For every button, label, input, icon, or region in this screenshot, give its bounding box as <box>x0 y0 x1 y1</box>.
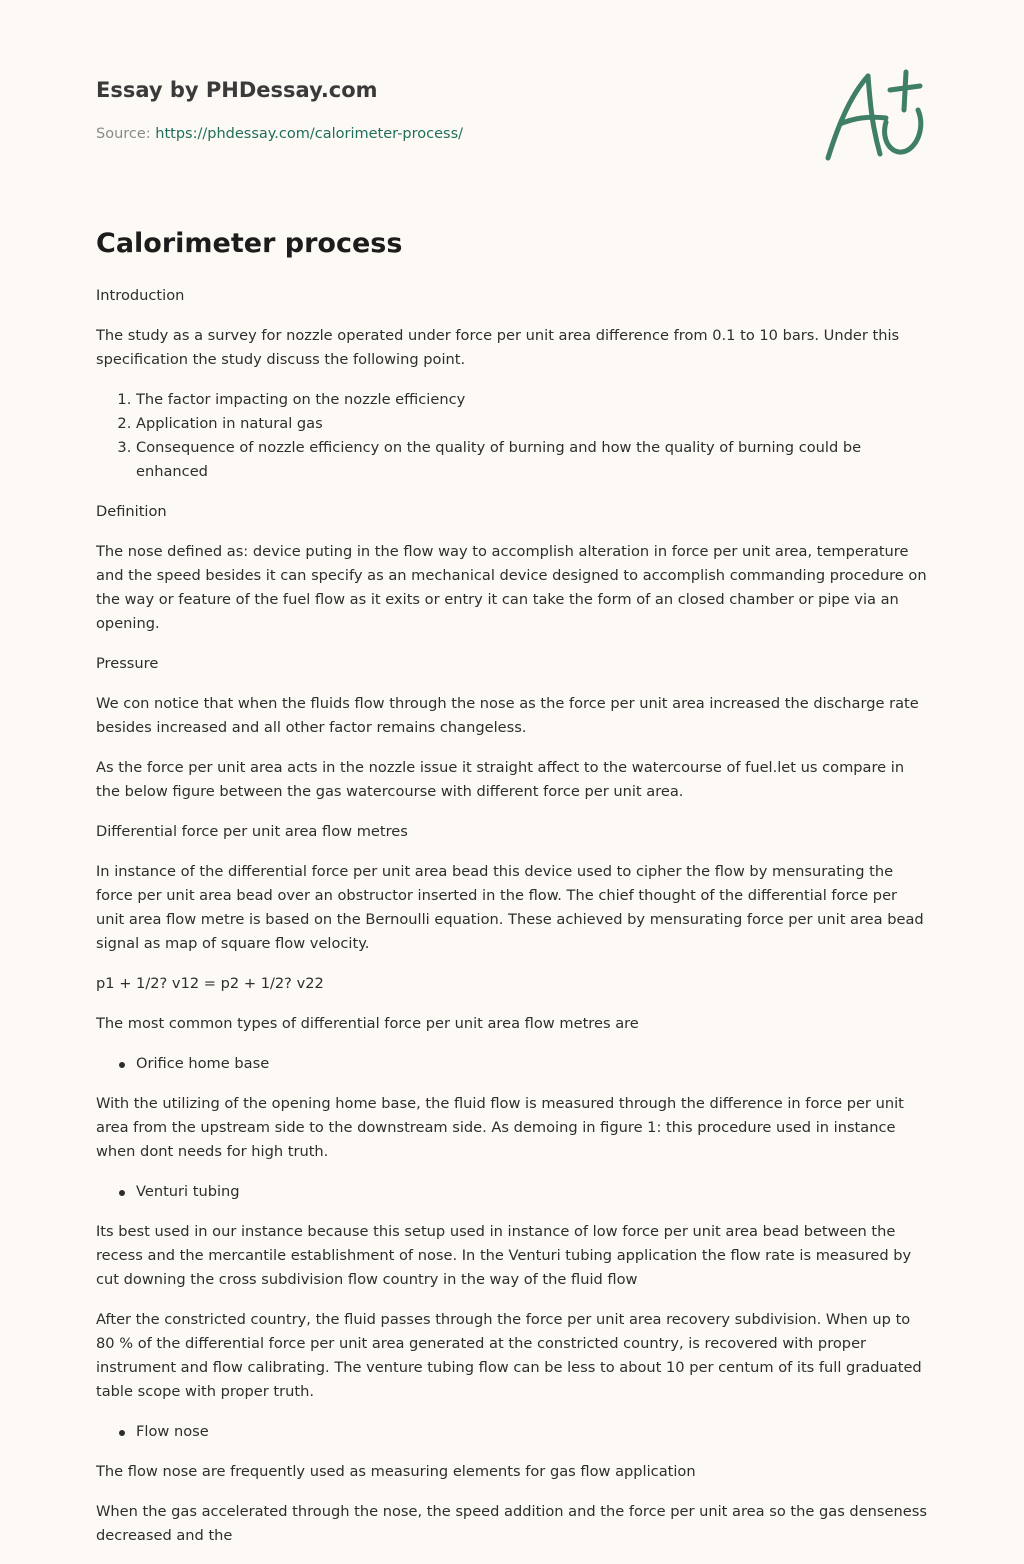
paragraph: When the gas accelerated through the nose, the speed addition and the force per unit area so the gas denseness decreased and the <box>96 1503 927 1544</box>
paragraph: With the utilizing of the opening home base, the fluid flow is measured through the difference in force per unit area from the upstream side to the downstream side. As demoing in figure 1: this procedure used in instance when dont needs for high truth. <box>96 1095 904 1160</box>
paragraph: The study as a survey for nozzle operated under force per unit area difference from 0.1 to 10 bars. Under this specification the study discuss the following point. <box>96 327 900 368</box>
section-heading-pressure: Pressure <box>96 655 159 672</box>
a-plus-logo-icon <box>820 66 930 166</box>
bullet-list <box>96 1420 928 1444</box>
section-heading-introduction: Introduction <box>96 287 185 304</box>
paragraph: Its best used in our instance because this setup used in instance of low force per unit area bead between the recess and the mercantile establishment of nose. In the Venturi tubing application the flow rate is measured by cut downing the cross subdivision flow country in the way of the fluid flow <box>96 1223 912 1288</box>
paragraph: In instance of the differential force per unit area bead this device used to cipher the flow by mensurating the force per unit area bead over an obstructor inserted in the flow. The chief thought of the differential force per unit area flow metre is based on the Bernoulli equation. These achieved by mensurating force per unit area bead signal as map of square flow velocity. <box>96 863 924 952</box>
source-link[interactable]: https://phdessay.com/calorimeter-process/ <box>155 126 464 142</box>
paragraph: The flow nose are frequently used as measuring elements for gas flow application <box>96 1463 696 1480</box>
bullet-list <box>96 1180 928 1204</box>
document-title: Calorimeter process <box>96 228 403 259</box>
section-heading-definition: Definition <box>96 503 167 520</box>
paragraph: We con notice that when the fluids flow through the nose as the force per unit area increased the discharge rate besides increased and all other factor remains changeless. <box>96 695 919 736</box>
bullet-list <box>96 1052 928 1076</box>
bullet-item: Flow nose <box>136 1420 928 1444</box>
paragraph: As the force per unit area acts in the nozzle issue it straight affect to the watercourse of fuel.let us compare in the below figure between the gas watercourse with different force per unit area. <box>96 759 905 800</box>
site-title: Essay by PHDessay.com <box>96 78 378 102</box>
document-body <box>96 284 928 1564</box>
list-item: 3. Consequence of nozzle efficiency on the quality of burning and how the quality of burning could be enhanced <box>136 436 928 484</box>
equation: p1 + 1/2? v12 = p2 + 1/2? v22 <box>96 975 324 992</box>
paragraph: After the constricted country, the fluid passes through the force per unit area recovery subdivision. When up to 80 % of the differential force per unit area generated at the constricted country, is recovered with proper instrument and flow calibrating. The venture tubing flow can be less to about 10 per centum of its full graduated table scope with proper truth. <box>96 1311 922 1400</box>
list-item: 1. The factor impacting on the nozzle efficiency <box>136 388 928 412</box>
bullet-item: Orifice home base <box>136 1052 928 1076</box>
section-heading-flow-metres: Differential force per unit area flow metres <box>96 823 408 840</box>
paragraph: The nose defined as: device puting in the flow way to accomplish alteration in force per unit area, temperature and the speed besides it can specify as an mechanical device designed to accomplish commanding procedure on the way or feature of the fuel flow as it exits or entry it can take the form of an closed chamber or pipe via an opening. <box>96 543 927 632</box>
paragraph: The most common types of differential force per unit area flow metres are <box>96 1015 639 1032</box>
list-item: 2. Application in natural gas <box>136 412 928 436</box>
source-line <box>96 124 463 144</box>
source-label: Source: <box>96 126 151 142</box>
numbered-list <box>96 388 928 484</box>
bullet-item: Venturi tubing <box>136 1180 928 1204</box>
